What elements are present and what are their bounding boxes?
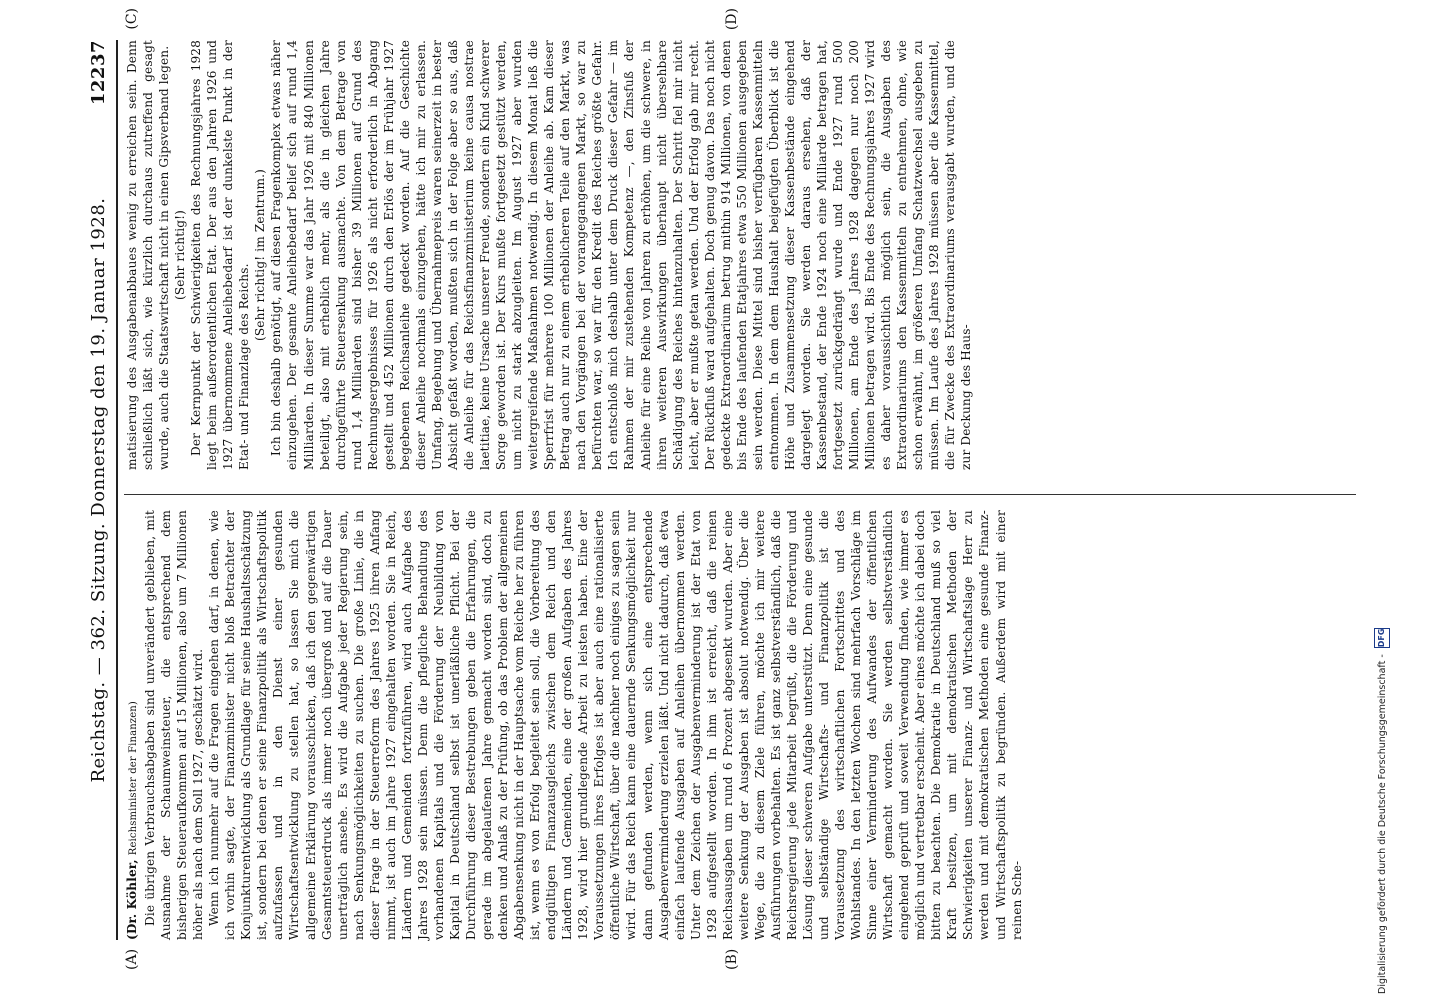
dfg-logo: DFG xyxy=(1374,628,1390,648)
paragraph: Wenn ich nunmehr auf die Fragen eingehen darf, in denen, wie ich vorhin sagte, der Finanzminister nicht bloß Betrachter der Konjunkturentwicklung als Grundlage für seine Haushaltsschätzung ist, sondern bei denen er seine Finanzpolitik als Wirtschaftspolitik aufzufassen und in den Dienst einer gesunden Wirtschaftsentwicklung zu stellen hat, so lassen Sie mich die allgemeine Erklärung vorausschicken, daß ich den gegenwärtigen Gesamtsteuerdruck als immer noch übergroß und auf die Dauer unerträglich ansehe. Es wird die Aufgabe jeder Regierung sein, nach Senkungsmöglichkeiten zu suchen. Die große Linie, die in dieser Frage in der Steuerreform des Jahres 1925 ihren Anfang nimmt, ist auch im Jahre 1927 eingehalten worden. Sie in Reich, Ländern und Gemeinden fortzuführen, wird auch Aufgabe des Jahres 1928 sein müssen. Denn die pflegliche Behandlung des vorhandenen Kapitals und die Förderung der Neubildung von Kapital in Deutschland selbst ist unerläßliche Pflicht. Bei der Durchführung dieser Bestrebungen geben die Erfahrungen, die gerade im abgelaufenen Jahre gemacht worden sind, doch zu denken und Anlaß zu der Prüfung, ob das Problem der allgemeinen Abgabensenkung nicht in der Hauptsache vom Reiche her zu führen ist, wenn es von Erfolg begleitet sein soll, die Vorbereitung des endgültigen Finanzausgleichs zwischen dem Reich und den Ländern und Gemeinden, eine der großen Aufgaben des Jahres 1928, wird hier grundlegende Arbeit zu leisten haben. Eine der Voraussetzungen ihres Erfolges ist aber auch eine rationalisierte öffentliche Wirtschaft, über die nachher noch einiges zu sagen sein wird. Für das Reich kann eine dauernde Senkungsmöglichkeit nur dann gefunden werden, wenn sich eine entsprechende Ausgabenverminderung erzielen läßt. Und nicht dadurch, daß etwa einfach laufende Ausgaben auf Anleihen übernommen werden. Unter dem Zeichen der Ausgabenverminderung ist der Etat von 1928 aufgestellt worden. In ihm ist erreicht, daß die reinen Reichsausgaben um rund 6 Prozent abgesenkt wurden. Aber eine weitere Senkung der Ausgaben ist absolut notwendig. Über die Wege, die zu diesem Ziele führen, möchte ich mir weitere Ausführungen vorbehalten. Es ist ganz selbstverständlich, daß die Reichsregierung jede Mitarbeit begrüßt, die die Förderung und Lösung dieser schweren Aufgabe unterstützt. Denn eine gesunde und selbständige Wirtschafts- und Finanzpolitik ist die Voraussetzung des wirtschaftlichen Fortschrittes und des Wohlstandes. In den letzten Wochen sind mehrfach Vorschläge im Sinne einer Verminderung des Aufwandes der öffentlichen Wirtschaft gemacht worden. Sie werden selbstverständlich eingehend geprüft und soweit Verwendung finden, wie immer es möglich und vertretbar erscheint. Aber eines möchte ich dabei doch bitten zu beachten. Die Demokratie in Deutschland muß so viel Kraft besitzen, um mit demokratischen Methoden der Schwierigkeiten unserer Finanz- und Wirtschaftslage Herr zu werden und mit demokratischen Methoden eine gesunde Finanz- und Wirtschaftspolitik zu begründen. Außerdem wird mit einer reinen Sche- xyxy=(207,510,1024,940)
footer-text: Digitalisierung gefördert durch die Deutsche Forschungsgemeinschaft - xyxy=(1376,654,1388,994)
page-number: 12237 xyxy=(88,40,109,106)
speaker-line xyxy=(124,510,142,940)
speaker-name: (Dr. Köhler, xyxy=(125,859,139,940)
interjection: (Sehr richtig! im Zentrum.) xyxy=(253,169,268,341)
paragraph: Ich bin deshalb genötigt, auf diesen Fragenkomplex etwas näher einzugehen. Der gesamte Anleihebedarf belief sich auf rund 1,4 Milliarden. In dieser Summe war das Jahr 1926 mit 840 Millionen beteiligt, also mit erheblich mehr, als die in gleichen Jahre durchgeführte Steuersenkung ausmachte. Von dem Betrage von rund 1,4 Milliarden sind bisher 39 Millionen auf Grund des Rechnungsergebnisses für 1926 als nicht erforderlich in Abgang gestellt und 452 Millionen durch den Erlös der im Frühjahr 1927 begebenen Reichsanleihe gedeckt worden. Auf die Geschichte dieser Anleihe nochmals einzugehen, hätte ich mir zu erlassen. Umfang, Begebung und Übernahmepreis waren seinerzeit in bester Absicht gefaßt worden, mußten sich in der Folge aber so aus, daß die Anleihe für das Reichsfinanzministerium keine causa nostrae laetitiae, keine Ursache unserer Freude, sondern ein Kind schwerer Sorge geworden ist. Der Kurs mußte fortgesetzt gestützt werden, um nicht zu stark abzugleiten. Im August 1927 aber wurden weitergreifende Maßnahmen notwendig. In diesem Monat ließ die Sperrfrist für mehrere 100 Millionen der Anleihe ab. Kam dieser Betrag auch nur zu einem erheblicheren Teile auf den Markt, was nach den Vorgängen bei der vorangegangenen Markt, so war zu befürchten war, so war für den Kredit des Reiches größte Gefahr. Ich entschloß mich deshalb unter dem Druck dieser Gefahr — im Rahmen der mir zustehenden Kompetenz —, den Zinsfuß der Anleihe für eine Reihe von Jahren zu erhöhen, um die schwere, in ihren weiteren Auswirkungen überhaupt nicht übersehbare Schädigung des Reiches hintanzuhalten. Der Schritt fiel mir nicht leicht, aber er mußte getan werden. Und der Erfolg gab mir recht. Der Rückfluß ward aufgehalten. Doch genug davon. Das noch nicht gedeckte Extraordinarium betrug mithin 914 Millionen, von denen bis Ende des laufenden Etatjahres etwa 550 Millionen ausgegeben sein werden. Diese Mittel sind bisher verfügbaren Kassenmitteln entnommen. In dem dem Haushalt beigefügten Überblick ist die Höhe und Zusammensetzung dieser Kassenbestände eingehend dargelegt worden. Sie werden daraus ersehen, daß der Kassenbestand, der Ende 1924 noch eine Milliarde betragen hat, fortgesetzt zurückgedrängt wurde und Ende 1927 rund 500 Millionen, am Ende des Jahres 1928 dagegen nur noch 200 Millionen betragen wird. Bis Ende des Rechnungsjahres 1927 wird es daher voraussichtlich möglich sein, die Ausgaben des Extraordinariums den Kassenmitteln zu entnehmen, ohne, wie schon erwähnt, im größeren Umfang Schatzwechsel ausgeben zu müssen. Im Laufe des Jahres 1928 müssen aber die Kassenmittel, die für Zwecke des Extraordinariums verausgabt wurden, und die zur Deckung des Haus- xyxy=(269,40,974,470)
margin-marker-c: (C) xyxy=(124,8,140,30)
interjection: (Sehr richtig!) xyxy=(173,209,188,301)
running-title: Reichstag. — 362. Sitzung. Donnerstag den 19. Januar 1928. xyxy=(88,197,109,783)
page-header xyxy=(84,40,114,940)
paragraph: matisierung des Ausgabenabbaues wenig zu erreichen sein. Denn schließlich läßt sich, wie kürzlich durchaus zutreffend gesagt wurde, auch die Staatswirtschaft nicht in einen Gipsverband legen. xyxy=(125,40,172,470)
speaker-role: Reichsminister der Finanzen) xyxy=(128,701,139,856)
header-rule xyxy=(116,40,118,940)
column-divider xyxy=(124,494,1356,495)
digitization-footer xyxy=(1362,0,1402,1000)
left-column xyxy=(124,510,1356,940)
paragraph: Die übrigen Verbrauchsabgaben sind unverändert geblieben, mit Ausnahme der Schaumweinsteuer, die entsprechend dem bisherigen Steueraufkommen auf 15 Millionen, also um 7 Millionen höher als nach dem Soll 1927, geschätzt wird. xyxy=(143,510,206,940)
document-page xyxy=(84,8,1356,970)
margin-marker-a: (A) xyxy=(124,948,140,970)
paragraph: Der Kernpunkt der Schwierigkeiten des Rechnungsjahres 1928 liegt beim außerordentlichen Etat. Der aus den Jahren 1926 und 1927 übernommene Anleihebedarf ist der dunkelste Punkt in der Etat- und Finanzlage des Reichs. xyxy=(189,40,252,470)
margin-marker-b: (B) xyxy=(724,948,740,970)
margin-marker-d: (D) xyxy=(724,8,740,31)
right-column xyxy=(124,40,1356,470)
